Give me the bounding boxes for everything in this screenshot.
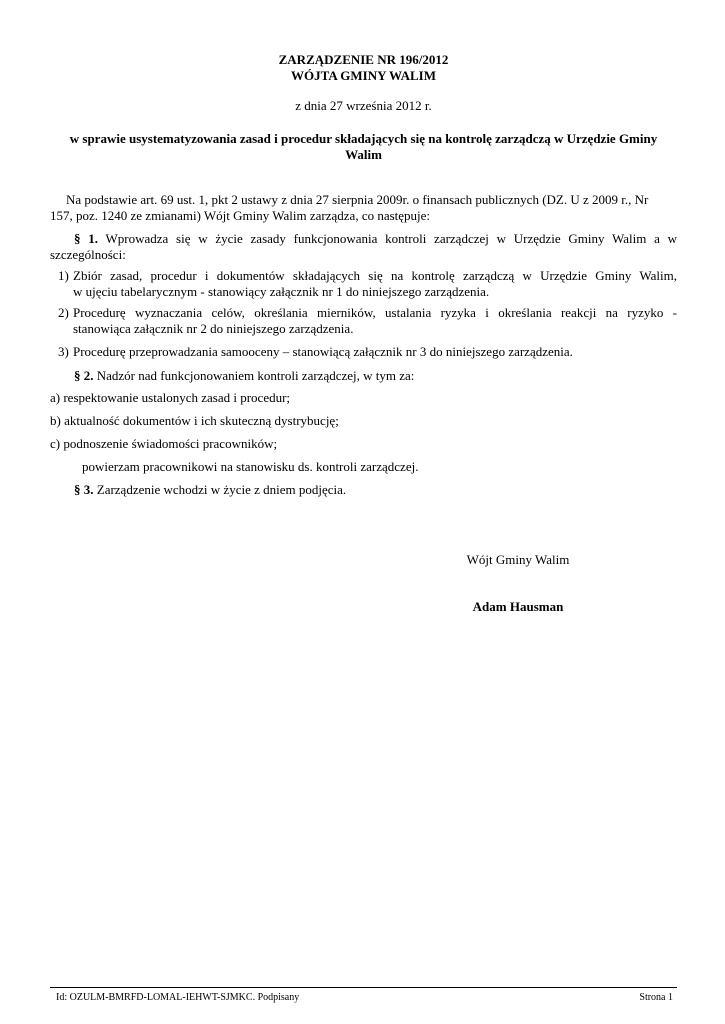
paragraph-2-text: Nadzór nad funkcjonowaniem kontroli zarządczej, w tym za: <box>96 368 415 383</box>
list-item <box>58 344 677 362</box>
footer-id: Id: OZULM-BMRFD-LOMAL-IEHWT-SJMKC. Podpisany <box>56 992 300 1003</box>
footer-divider <box>50 987 677 988</box>
document-date: z dnia 27 września 2012 r. <box>295 98 432 113</box>
preamble <box>50 192 677 224</box>
paragraph-1-line-2: szczególności: <box>50 247 126 262</box>
list-item-line-2: stanowiąca załącznik nr 2 do niniejszego zarządzenia. <box>73 321 354 336</box>
preamble-line-2: 157, poz. 1240 ze zmianami) Wójt Gminy Walim zarządza, co następuje: <box>50 208 431 223</box>
subject-line-1: w sprawie usystematyzowania zasad i procedur składających się na kontrolę zarządczą w Urzędzie Gminy <box>69 131 658 146</box>
paragraph-1-text: Wprowadza się w życie zasady funkcjonowania kontroli zarządczej w Urzędzie Gminy Walim a w <box>105 231 678 246</box>
signature-office: Wójt Gminy Walim <box>466 552 570 567</box>
subject-line-2: Walim <box>345 147 382 162</box>
signature-name: Adam Hausman <box>472 599 564 614</box>
list-item-line-1: Procedurę wyznaczania celów, określania mierników, ustalania ryzyka i określania reakcji na ryzyko - <box>73 305 677 320</box>
paragraph-3-mark: § 3. <box>74 482 94 497</box>
list-item-number: 1) <box>58 268 69 283</box>
list-item-line-2: w ujęciu tabelarycznym - stanowiący załącznik nr 1 do niniejszego zarządzenia. <box>73 284 490 299</box>
list-item <box>58 268 677 302</box>
paragraph-1 <box>50 231 677 263</box>
footer-page-number: Strona 1 <box>639 992 673 1003</box>
document-subject <box>50 131 677 163</box>
paragraph-1-mark: § 1. <box>74 231 98 246</box>
list-item-line-1: Zbiór zasad, procedur i dokumentów składających się na kontrolę zarządczą w Urzędzie Gminy Walim, <box>73 268 677 283</box>
paragraph-2-tail: powierzam pracownikowi na stanowisku ds. kontroli zarządczej. <box>82 459 419 474</box>
title-line-1: ZARZĄDZENIE NR 196/2012 <box>278 52 449 67</box>
paragraph-2 <box>74 368 677 384</box>
paragraph-3 <box>74 482 677 498</box>
lettered-item: a) respektowanie ustalonych zasad i procedur; <box>50 390 291 405</box>
paragraph-2-mark: § 2. <box>74 368 94 383</box>
list-item-number: 3) <box>58 344 69 359</box>
title-line-2: WÓJTA GMINY WALIM <box>291 68 436 83</box>
preamble-line-1: Na podstawie art. 69 ust. 1, pkt 2 ustawy z dnia 27 sierpnia 2009r. o finansach publicznych (DZ. U z 2009 r., Nr <box>66 192 649 207</box>
paragraph-1-line-1 <box>50 231 677 247</box>
paragraph-3-text: Zarządzenie wchodzi w życie z dniem podjęcia. <box>96 482 347 497</box>
list-item <box>58 305 677 339</box>
document-title <box>50 52 677 84</box>
lettered-item: b) aktualność dokumentów i ich skuteczną dystrybucję; <box>50 413 339 428</box>
lettered-item: c) podnoszenie świadomości pracowników; <box>50 436 278 451</box>
list-item-line-1: Procedurę przeprowadzania samooceny – stanowiącą załącznik nr 3 do niniejszego zarządzenia. <box>73 344 573 359</box>
list-item-number: 2) <box>58 305 69 320</box>
